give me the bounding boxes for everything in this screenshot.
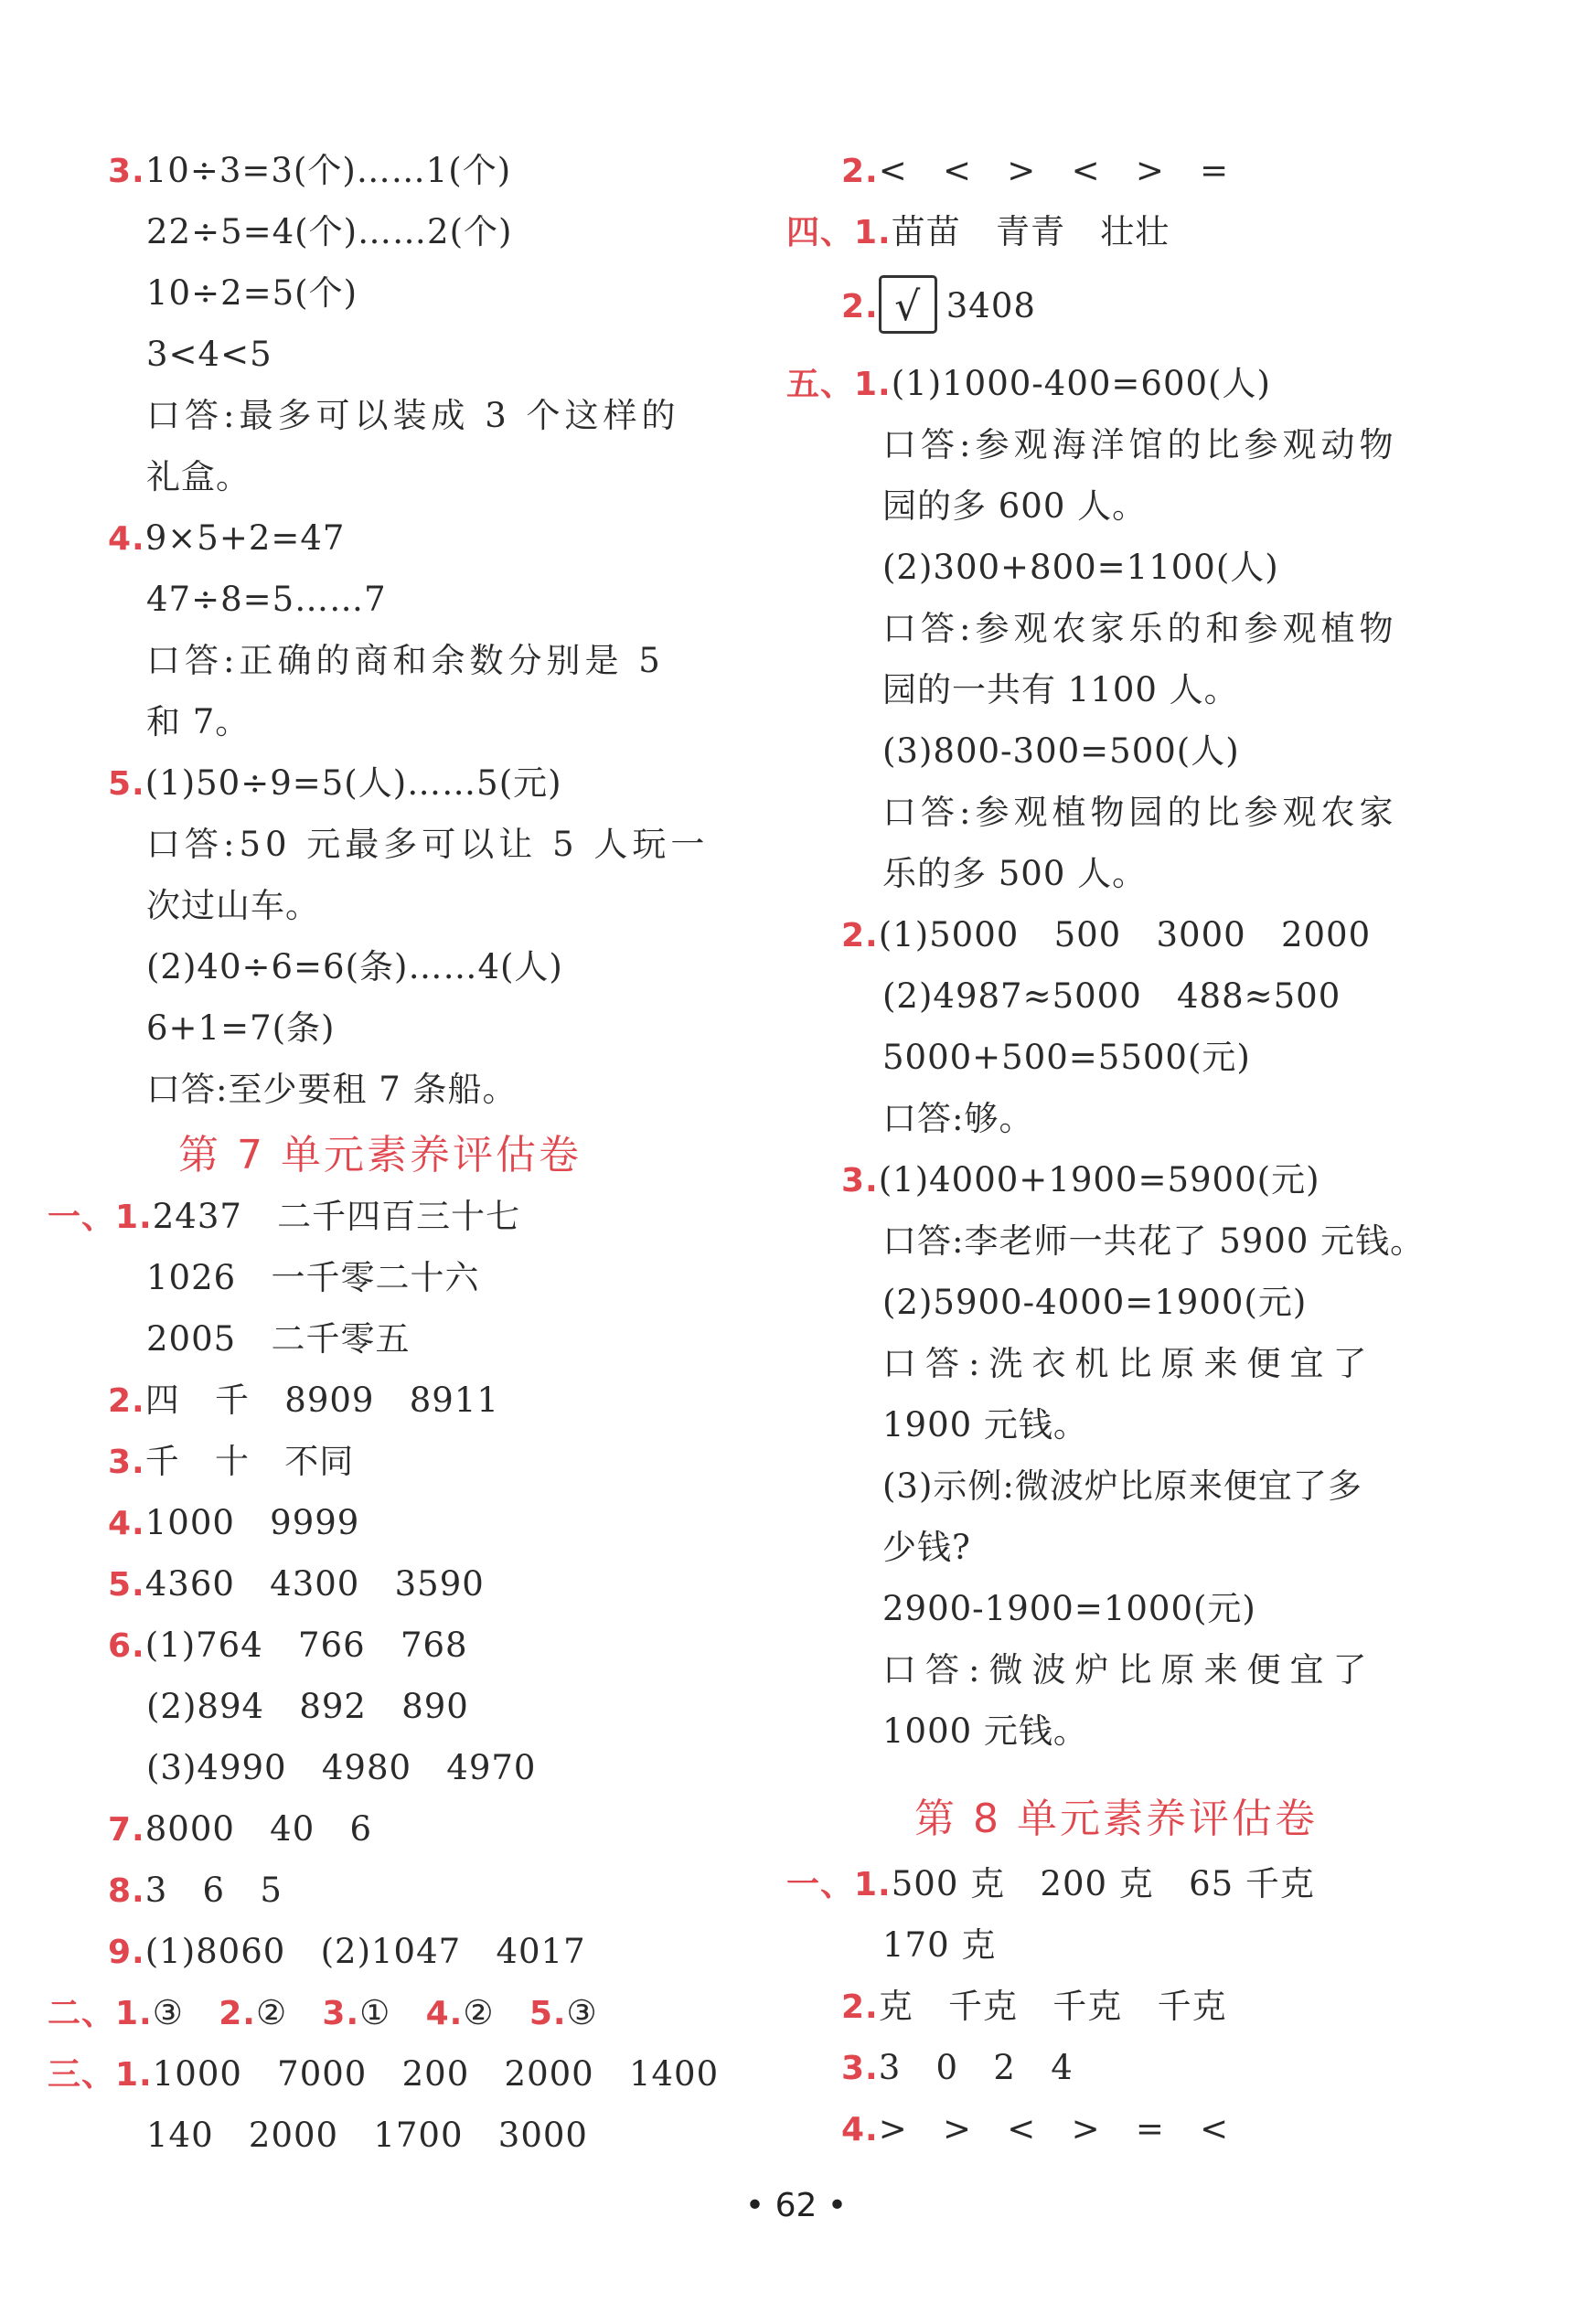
answer-line: (3)800-300=500(人) [882, 731, 1240, 771]
answer-line: 140 2000 1700 3000 [146, 2116, 588, 2155]
unit8-q2: 2.克 千克 千克 千克 [841, 1987, 1227, 2026]
answer-5: 5.(1)50÷9=5(人)……5(元) [108, 763, 562, 803]
unit-8-title: 第 8 单元素养评估卷 [914, 1796, 1318, 1842]
answer-4: 4.9×5+2=47 [108, 518, 346, 558]
answer-line: 乐的多 500 人。 [882, 854, 1148, 893]
answer-line: 少钱? [882, 1528, 971, 1567]
unit7-q7: 7.8000 40 6 [108, 1809, 373, 1849]
unit7-section-2: 二、1.③ 2.② 3.① 4.② 5.③ [48, 1993, 598, 2032]
unit7-q6: 6.(1)764 766 768 [108, 1626, 468, 1665]
answer-line: (2)894 892 890 [146, 1687, 469, 1726]
answer-line: 园的多 600 人。 [882, 486, 1148, 526]
section-4-q1: 四、1.苗苗 青青 壮壮 [786, 212, 1170, 251]
check-mark-icon: √ [879, 275, 937, 334]
answer-line: 170 克 [882, 1925, 997, 1965]
answer-line: 1900 元钱。 [882, 1405, 1088, 1445]
answer-line: 口答:50 元最多可以让 5 人玩一 [146, 825, 710, 864]
answer-line: (2)40÷6=6(条)……4(人) [146, 947, 563, 986]
right-column [786, 0, 1592, 2231]
answer-line: 口答:至少要租 7 条船。 [146, 1070, 518, 1109]
left-column [0, 0, 759, 2231]
unit7-q5: 5.4360 4300 3590 [108, 1564, 485, 1604]
answer-line: 次过山车。 [146, 886, 320, 925]
answer-line: 3<4<5 [146, 335, 272, 374]
answer-line: 和 7。 [146, 702, 251, 741]
unit7-q9: 9.(1)8060 (2)1047 4017 [108, 1932, 586, 1971]
answer-line: 口答:参观海洋馆的比参观动物 [882, 425, 1398, 464]
answer-line: 口答:参观农家乐的和参观植物 [882, 609, 1398, 648]
answer-line: 6+1=7(条) [146, 1008, 336, 1048]
answer-line: 口答:参观植物园的比参观农家 [882, 793, 1398, 832]
answer-line: 1026 一千零二十六 [146, 1258, 480, 1297]
unit7-section-3: 三、1.1000 7000 200 2000 1400 [48, 2054, 720, 2094]
section-5-q2: 2.(1)5000 500 3000 2000 [841, 915, 1372, 954]
unit7-q2: 2.四 千 8909 8911 [108, 1381, 499, 1420]
unit8-q3: 3.3 0 2 4 [841, 2048, 1074, 2087]
answer-line: 口答:够。 [882, 1099, 1034, 1138]
answer-line: 2900-1900=1000(元) [882, 1589, 1256, 1628]
answer-3: 3.10÷3=3(个)……1(个) [108, 151, 512, 190]
unit-7-title: 第 7 单元素养评估卷 [178, 1132, 582, 1178]
answer-line: 22÷5=4(个)……2(个) [146, 212, 513, 251]
answer-line: 口答:最多可以装成 3 个这样的 [146, 396, 680, 435]
answer-line: 2005 二千零五 [146, 1319, 411, 1359]
answer-line: 礼盒。 [146, 457, 251, 496]
answer-line: 园的一共有 1100 人。 [882, 670, 1239, 709]
page-number: • 62 • [744, 2187, 848, 2224]
answer-line: 5000+500=5500(元) [882, 1038, 1251, 1077]
answer-line: 47÷8=5……7 [146, 580, 387, 619]
answer-line: 口答:李老师一共花了 5900 元钱。 [882, 1221, 1426, 1261]
unit7-q3: 3.千 十 不同 [108, 1442, 355, 1481]
answer-line: (2)300+800=1100(人) [882, 548, 1279, 587]
answer-2-compare: 2.< < > < > = [841, 151, 1230, 190]
answer-line: 1000 元钱。 [882, 1711, 1088, 1751]
unit7-q1: 一、1.2437 二千四百三十七 [48, 1197, 521, 1236]
unit7-q4: 4.1000 9999 [108, 1503, 360, 1542]
answer-line: (3)4990 4980 4970 [146, 1748, 537, 1787]
unit7-q8: 8.3 6 5 [108, 1871, 283, 1910]
answer-line: (3)示例:微波炉比原来便宜了多 [882, 1466, 1362, 1506]
answer-line: 口答:洗衣机比原来便宜了 [882, 1344, 1376, 1383]
answer-line: (2)4987≈5000 488≈500 [882, 976, 1341, 1016]
answer-line: (2)5900-4000=1900(元) [882, 1283, 1308, 1322]
section-5-q1: 五、1.(1)1000-400=600(人) [786, 364, 1271, 403]
unit8-q1: 一、1.500 克 200 克 65 千克 [786, 1864, 1315, 1903]
answer-line: 口答:微波炉比原来便宜了 [882, 1650, 1376, 1690]
unit8-q4: 4.> > < > = < [841, 2109, 1230, 2148]
section-5-q3: 3.(1)4000+1900=5900(元) [841, 1160, 1320, 1199]
answer-line: 口答:正确的商和余数分别是 5 [146, 641, 665, 680]
answer-line: 10÷2=5(个) [146, 273, 358, 313]
section-4-q2: 2. √ 3408 [841, 283, 1036, 334]
